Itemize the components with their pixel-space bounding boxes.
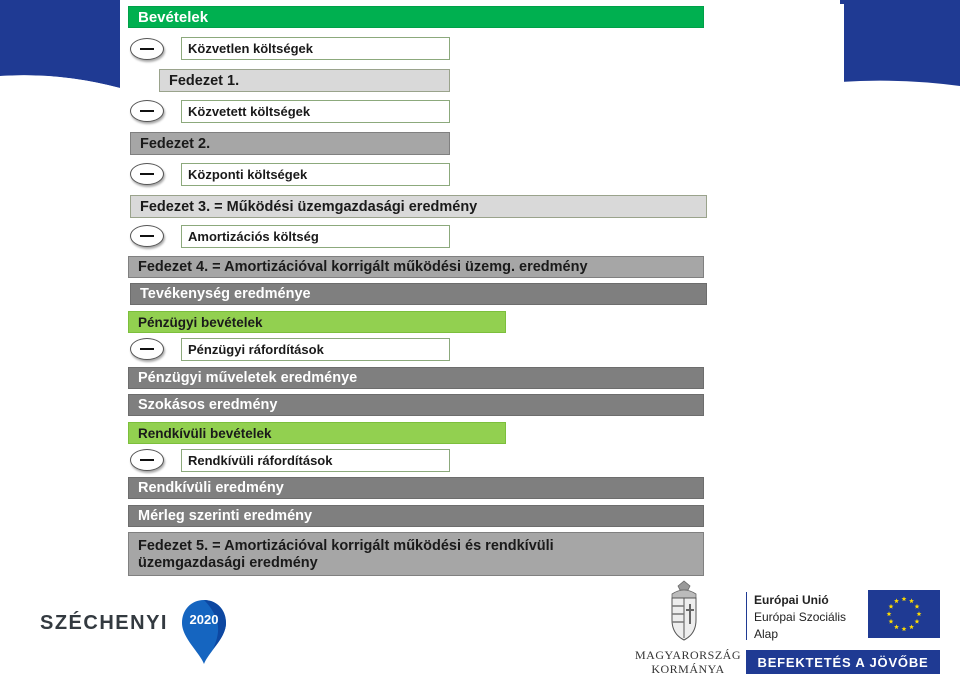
box-rendkivuli-raforditasok: Rendkívüli ráfordítások	[181, 449, 450, 472]
eu-line-2: Európai Szociális	[754, 610, 847, 624]
szechenyi-year: 2020	[189, 612, 219, 627]
government-line-1: MAGYARORSZÁG	[634, 648, 741, 662]
minus-icon	[130, 338, 164, 360]
minus-icon	[130, 449, 164, 471]
coat-of-arms-icon	[664, 580, 704, 646]
minus-icon	[130, 38, 164, 60]
box-rendkivuli-bevetelek: Rendkívüli bevételek	[128, 422, 506, 444]
box-fedezet-4: Fedezet 4. = Amortizációval korrigált működési üzemg. eredmény	[128, 256, 704, 278]
box-kozponti-koltsegek: Központi költségek	[181, 163, 450, 186]
eu-flag-icon	[868, 590, 940, 638]
szechenyi-2020-logo	[40, 598, 240, 668]
box-merleg-szerinti-eredmeny: Mérleg szerinti eredmény	[128, 505, 704, 527]
box-penzugyi-raforditasok: Pénzügyi ráfordítások	[181, 338, 450, 361]
government-line-2: KORMÁNYA	[651, 662, 725, 676]
box-amortizacios-koltseg: Amortizációs költség	[181, 225, 450, 248]
box-kozvetlen-koltsegek: Közvetlen költségek	[181, 37, 450, 60]
box-fedezet-5-label: Fedezet 5. = Amortizációval korrigált működési és rendkívüli üzemgazdasági eredmény	[138, 538, 554, 571]
box-kozvetett-koltsegek: Közvetett költségek	[181, 100, 450, 123]
minus-icon	[130, 100, 164, 122]
slogan-banner: BEFEKTETÉS A JÖVŐBE	[746, 650, 940, 674]
eu-text-block	[754, 592, 846, 643]
box-fedezet-2: Fedezet 2.	[130, 132, 450, 155]
szechenyi-word: SZÉCHENYI	[40, 612, 168, 634]
government-logo-text	[634, 648, 742, 676]
box-bevetelek: Bevételek	[128, 6, 704, 28]
box-fedezet-5	[128, 532, 704, 576]
minus-icon	[130, 163, 164, 185]
box-fedezet-3: Fedezet 3. = Működési üzemgazdasági eredmény	[130, 195, 707, 218]
box-rendkivuli-eredmeny: Rendkívüli eredmény	[128, 477, 704, 499]
logo-divider	[746, 592, 747, 640]
box-penzugyi-bevetelek: Pénzügyi bevételek	[128, 311, 506, 333]
box-szokasos-eredmeny: Szokásos eredmény	[128, 394, 704, 416]
location-pin-icon	[180, 598, 228, 666]
minus-icon	[130, 225, 164, 247]
eu-line-3: Alap	[754, 627, 779, 641]
eu-line-1: Európai Unió	[754, 593, 829, 607]
box-fedezet-1: Fedezet 1.	[159, 69, 450, 92]
box-penzugyi-muveletek-eredmenye: Pénzügyi műveletek eredménye	[128, 367, 704, 389]
box-tevekenyseg-eredmenye: Tevékenység eredménye	[130, 283, 707, 305]
